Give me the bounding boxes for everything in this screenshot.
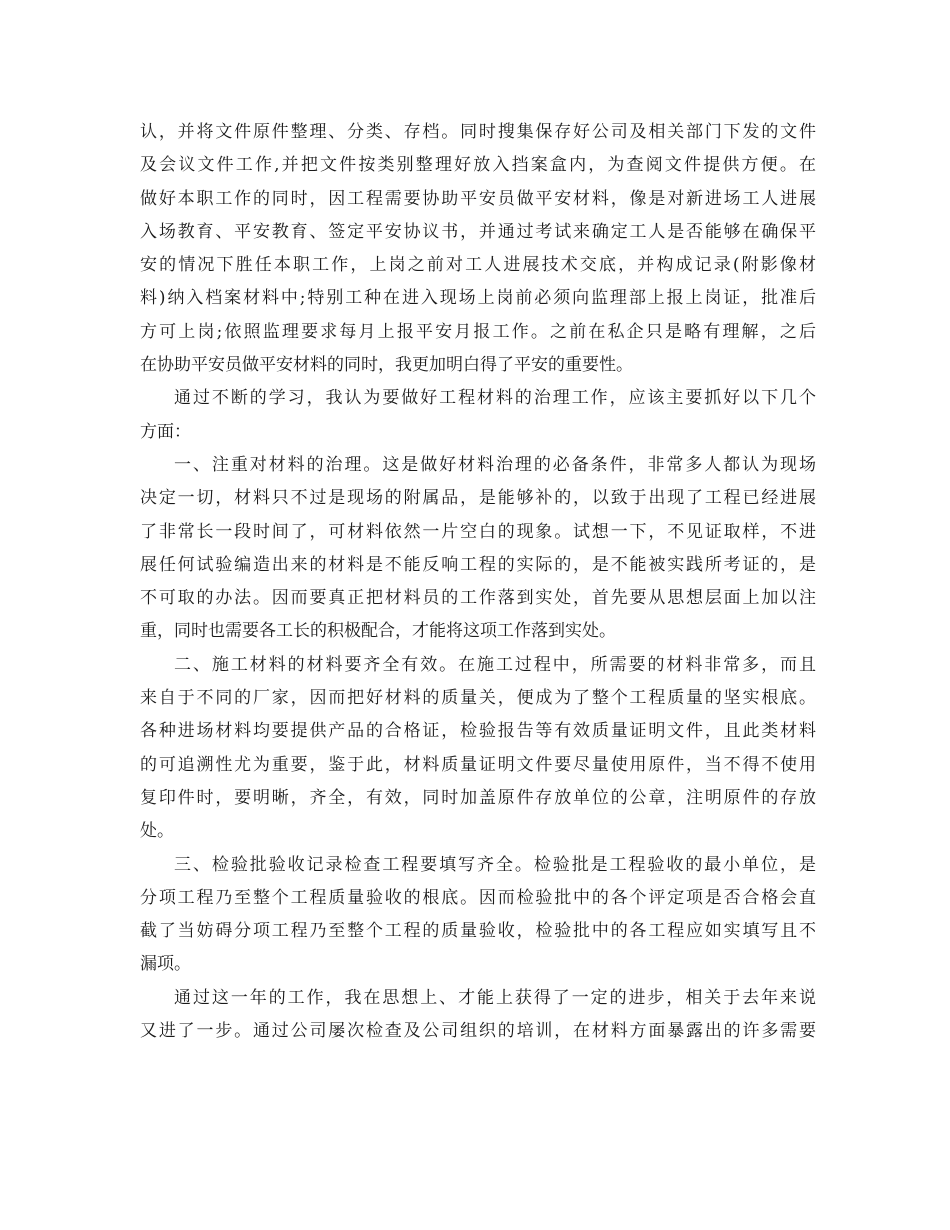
text-line: 一、注重对材料的治理。这是做好材料治理的必备条件，非常多人都认为现场	[174, 454, 816, 475]
text-line: 分项工程乃至整个工程质量验收的根底。因而检验批中的各个评定项是否合格会直	[140, 887, 816, 908]
text-line: 了非常长一段时间了，可材料依然一片空白的现象。试想一下，不见证取样，不进	[140, 521, 816, 542]
paragraph-5	[140, 849, 816, 982]
text-line: 复印件时，要明晰，齐全，有效，同时加盖原件存放单位的公章，注明原件的存放	[140, 787, 816, 808]
text-line: 重，同时也需要各工长的积极配合，才能将这项工作落到实处。	[140, 621, 616, 642]
paragraph-3	[140, 449, 816, 649]
text-line: 方可上岗;依照监理要求每月上报平安月报工作。之前在私企只是略有理解，之后	[140, 321, 816, 342]
text-line: 料)纳入档案材料中;特别工种在进入现场上岗前必须向监理部上报上岗证，批准后	[140, 288, 816, 309]
text-line: 截了当妨碍分项工程乃至整个工程的质量验收，检验批中的各工程应如实填写且不	[140, 921, 816, 942]
text-line: 决定一切，材料只不过是现场的附属品，是能够补的，以致于出现了工程已经进展	[140, 488, 816, 509]
text-line: 展任何试验编造出来的材料是不能反响工程的实际的，是不能被实践所考证的，是	[140, 554, 816, 575]
text-line: 做好本职工作的同时，因工程需要协助平安员做平安材料，像是对新进场工人进展	[140, 188, 816, 209]
paragraph-6	[140, 982, 816, 1049]
text-line: 各种进场材料均要提供产品的合格证，检验报告等有效质量证明文件，且此类材料	[140, 721, 816, 742]
text-line: 不可取的办法。因而要真正把材料员的工作落到实处，首先要从思想层面上加以注	[140, 588, 816, 609]
text-line: 方面：	[140, 421, 191, 442]
document-body	[140, 116, 816, 1048]
paragraph-1	[140, 116, 816, 382]
text-line: 处。	[140, 821, 174, 842]
text-line: 又进了一步。通过公司屡次检查及公司组织的培训，在材料方面暴露出的许多需要	[140, 1021, 816, 1042]
text-line: 通过不断的学习，我认为要做好工程材料的治理工作，应该主要抓好以下几个	[174, 388, 816, 409]
text-line: 通过这一年的工作，我在思想上、才能上获得了一定的进步，相关于去年来说	[174, 987, 816, 1008]
text-line: 及会议文件工作,并把文件按类别整理好放入挡案盒内，为查阅文件提供方便。在	[140, 155, 816, 176]
text-line: 二、施工材料的材料要齐全有效。在施工过程中，所需要的材料非常多，而且	[174, 654, 816, 675]
text-line: 的可追溯性尤为重要，鉴于此，材料质量证明文件要尽量使用原件，当不得不使用	[140, 754, 816, 775]
paragraph-4	[140, 649, 816, 849]
text-line: 漏项。	[140, 954, 191, 975]
paragraph-2	[140, 382, 816, 449]
text-line: 在协助平安员做平安材料的同时，我更加明白得了平安的重要性。	[140, 355, 633, 376]
text-line: 三、检验批验收记录检查工程要填写齐全。检验批是工程验收的最小单位，是	[174, 854, 816, 875]
text-line: 认，并将文件原件整理、分类、存档。同时搜集保存好公司及相关部门下发的文件	[140, 122, 816, 142]
text-line: 来自于不同的厂家，因而把好材料的质量关，便成为了整个工程质量的坚实根底。	[140, 688, 816, 709]
text-line: 入场教育、平安教育、签定平安协议书，并通过考试来确定工人是否能够在确保平	[140, 221, 816, 242]
text-line: 安的情况下胜任本职工作，上岗之前对工人进展技术交底，并构成记录(附影像材	[140, 255, 816, 276]
